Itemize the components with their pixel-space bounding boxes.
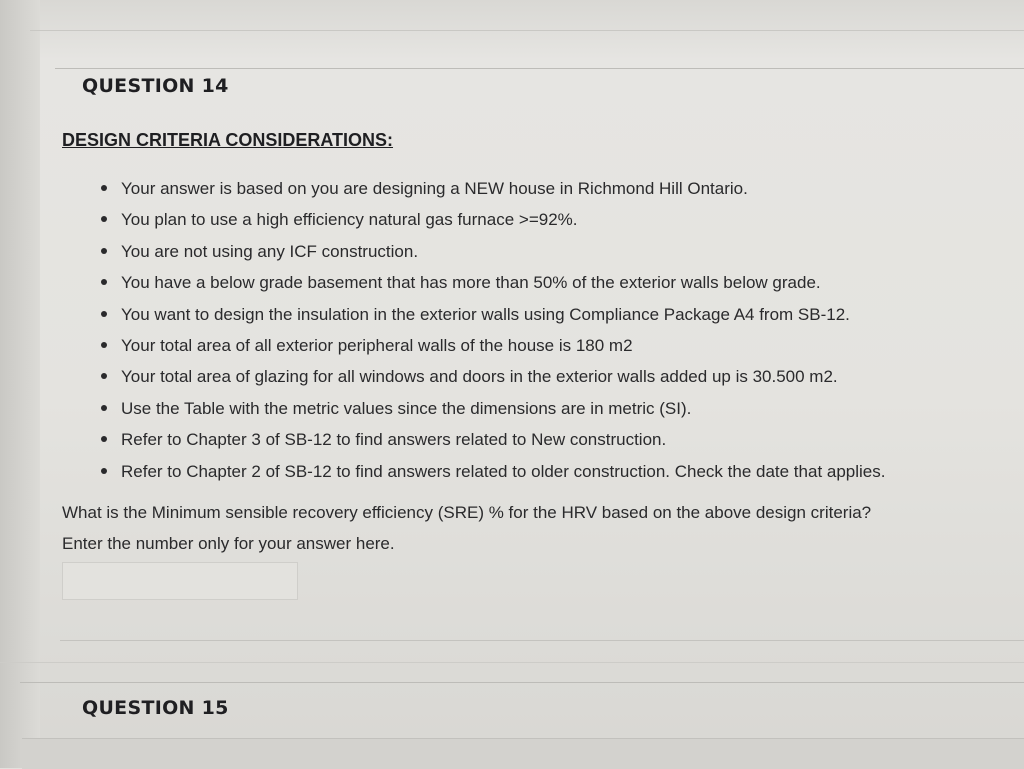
criteria-item bbox=[96, 330, 996, 361]
bullet-icon bbox=[101, 468, 107, 474]
criteria-item bbox=[96, 393, 996, 424]
question-14-top-border bbox=[55, 68, 1024, 69]
criteria-item-text: You are not using any ICF construction. bbox=[121, 241, 419, 261]
divider bbox=[60, 640, 1024, 641]
question-prompt-line: What is the Minimum sensible recovery efficiency (SRE) % for the HRV based on the above design criteria? bbox=[62, 503, 872, 522]
bullet-icon bbox=[101, 311, 107, 317]
bullet-icon bbox=[101, 185, 107, 191]
criteria-item-text: You have a below grade basement that has more than 50% of the exterior walls below grade. bbox=[121, 273, 821, 293]
question-15-top-border bbox=[20, 682, 1024, 683]
design-criteria-heading: DESIGN CRITERIA CONSIDERATIONS: bbox=[62, 130, 394, 150]
criteria-item-text: Refer to Chapter 3 of SB-12 to find answers related to New construction. bbox=[121, 430, 667, 450]
bullet-icon bbox=[101, 216, 107, 222]
bullet-icon bbox=[101, 373, 107, 379]
criteria-item-text: Refer to Chapter 2 of SB-12 to find answers related to older construction. Check the date that applies. bbox=[121, 461, 886, 481]
question-14-header: QUESTION 14 bbox=[82, 75, 229, 97]
bullet-icon bbox=[101, 342, 107, 348]
criteria-item bbox=[96, 173, 996, 204]
criteria-item bbox=[96, 204, 996, 235]
divider bbox=[0, 662, 1024, 663]
question-prompt bbox=[62, 497, 1002, 559]
criteria-item bbox=[96, 267, 996, 298]
criteria-item-text: You want to design the insulation in the exterior walls using Compliance Package A4 from SB-12. bbox=[121, 304, 850, 324]
criteria-item bbox=[96, 299, 996, 330]
criteria-item bbox=[96, 456, 996, 487]
bullet-icon bbox=[101, 279, 107, 285]
bullet-icon bbox=[101, 405, 107, 411]
criteria-item bbox=[96, 236, 996, 267]
criteria-item-text: Your answer is based on you are designing a NEW house in Richmond Hill Ontario. bbox=[121, 179, 748, 198]
criteria-item-text: You plan to use a high efficiency natural gas furnace >=92%. bbox=[121, 210, 578, 230]
criteria-item bbox=[96, 361, 996, 392]
question-15-body bbox=[22, 738, 1024, 769]
page-left-edge bbox=[0, 0, 40, 768]
criteria-item-text: Your total area of glazing for all windows and doors in the exterior walls added up is 30.500 m2. bbox=[121, 367, 838, 387]
answer-instruction: Enter the number only for your answer here. bbox=[62, 534, 395, 553]
criteria-item-text: Use the Table with the metric values since the dimensions are in metric (SI). bbox=[121, 398, 692, 418]
answer-input[interactable] bbox=[62, 562, 298, 600]
criteria-item-text: Your total area of all exterior peripheral walls of the house is 180 m2 bbox=[121, 336, 633, 356]
criteria-item bbox=[96, 424, 996, 455]
bullet-icon bbox=[101, 436, 107, 442]
bullet-icon bbox=[101, 248, 107, 254]
criteria-list bbox=[96, 173, 996, 487]
question-15-header: QUESTION 15 bbox=[82, 697, 229, 719]
divider bbox=[30, 30, 1024, 31]
